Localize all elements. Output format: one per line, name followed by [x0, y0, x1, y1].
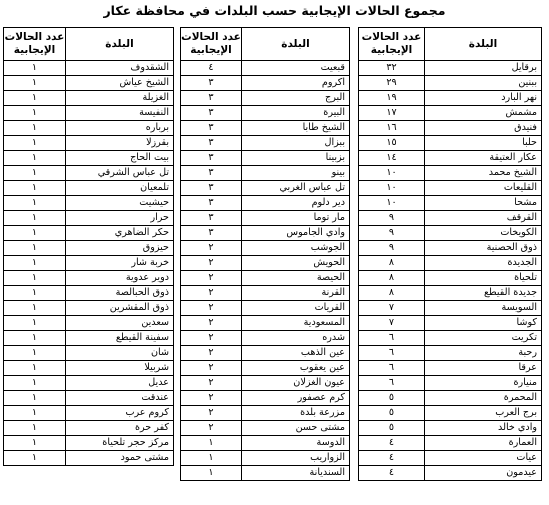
town-name-cell: السويسة — [425, 301, 542, 316]
case-count-cell: ٣ — [181, 91, 242, 106]
table-row — [359, 151, 542, 166]
case-count-cell: ١ — [4, 331, 66, 346]
town-name-cell: العمارة — [425, 436, 542, 451]
town-name-cell: عديل — [66, 376, 174, 391]
town-name-cell: البيرة — [242, 106, 350, 121]
town-name-cell: برج العرب — [425, 406, 542, 421]
case-count-cell: ١ — [4, 196, 66, 211]
case-count-cell: ١ — [4, 256, 66, 271]
case-count-cell: ١ — [4, 121, 66, 136]
cases-table-1 — [358, 27, 542, 481]
town-name-cell: بزبينا — [242, 151, 350, 166]
table-row — [181, 91, 350, 106]
page-title: مجموع الحالات الإيجابية حسب البلدات في محافظة عكار — [103, 3, 446, 18]
town-name-cell: مار توما — [242, 211, 350, 226]
case-count-cell: ١ — [4, 151, 66, 166]
case-count-cell: ٧ — [359, 316, 425, 331]
town-name-cell: مركز حجر تلحياة — [66, 436, 174, 451]
case-count-cell: ١٦ — [359, 121, 425, 136]
town-name-cell: برقايل — [425, 61, 542, 76]
table-row — [4, 211, 174, 226]
case-count-cell: ١ — [4, 106, 66, 121]
table-row — [359, 301, 542, 316]
table-row — [359, 211, 542, 226]
case-count-cell: ٣ — [181, 226, 242, 241]
case-count-cell: ١ — [4, 436, 66, 451]
case-count-cell: ٣ — [181, 76, 242, 91]
case-count-cell: ٢ — [181, 391, 242, 406]
town-name-cell: خربة شار — [66, 256, 174, 271]
case-count-cell: ٤ — [359, 466, 425, 481]
table-row — [359, 271, 542, 286]
cases-table-2 — [180, 27, 350, 481]
table-row — [359, 181, 542, 196]
table-row — [181, 436, 350, 451]
table-row — [4, 361, 174, 376]
table-row — [181, 316, 350, 331]
table-row — [4, 391, 174, 406]
table-row — [181, 136, 350, 151]
town-name-cell: مشحا — [425, 196, 542, 211]
town-name-cell: سعدين — [66, 316, 174, 331]
town-name-cell: عيون الغزلان — [242, 376, 350, 391]
case-count-cell: ١ — [4, 406, 66, 421]
town-header: البلدة — [242, 28, 350, 61]
town-name-cell: تل عباس الشرقي — [66, 166, 174, 181]
case-count-cell: ١ — [4, 211, 66, 226]
case-count-cell: ٢ — [181, 421, 242, 436]
town-name-cell: حكر الضاهري — [66, 226, 174, 241]
table-row — [181, 166, 350, 181]
table-row — [181, 286, 350, 301]
case-count-cell: ١٩ — [359, 91, 425, 106]
town-name-cell: الغزيلة — [66, 91, 174, 106]
town-name-cell: الشيخ طابا — [242, 121, 350, 136]
town-name-cell: الزواريب — [242, 451, 350, 466]
case-count-cell: ٣ — [181, 136, 242, 151]
case-count-cell: ١٧ — [359, 106, 425, 121]
table-row — [181, 76, 350, 91]
table-row — [359, 91, 542, 106]
town-name-cell: ذوق المقشرين — [66, 301, 174, 316]
town-name-cell: وادي خالد — [425, 421, 542, 436]
case-count-cell: ٢ — [181, 361, 242, 376]
case-count-cell: ٦ — [359, 331, 425, 346]
table-row — [359, 166, 542, 181]
case-count-cell: ٣ — [181, 106, 242, 121]
case-count-cell: ٨ — [359, 286, 425, 301]
town-name-cell: الحويش — [242, 256, 350, 271]
table-row — [4, 406, 174, 421]
case-count-cell: ٦ — [359, 361, 425, 376]
table-row — [359, 76, 542, 91]
table-row — [359, 106, 542, 121]
table-row — [4, 61, 174, 76]
case-count-cell: ٥ — [359, 421, 425, 436]
table-row — [4, 451, 174, 466]
town-name-cell: بينو — [242, 166, 350, 181]
cases-table-3 — [3, 27, 174, 466]
table-row — [181, 391, 350, 406]
table-row — [181, 301, 350, 316]
town-name-cell: عكار العتيقة — [425, 151, 542, 166]
table-row — [359, 136, 542, 151]
case-count-cell: ١ — [4, 241, 66, 256]
case-count-cell: ١ — [4, 361, 66, 376]
table-row — [359, 346, 542, 361]
table-row — [4, 316, 174, 331]
table-row — [4, 151, 174, 166]
town-name-cell: الدوسة — [242, 436, 350, 451]
town-name-cell: القرنة — [242, 286, 350, 301]
table-row — [359, 61, 542, 76]
case-count-cell: ٢٩ — [359, 76, 425, 91]
table-row — [4, 436, 174, 451]
town-name-cell: دير دلوم — [242, 196, 350, 211]
town-name-cell: السنديانة — [242, 466, 350, 481]
town-name-cell: حلبا — [425, 136, 542, 151]
case-count-cell: ١ — [4, 391, 66, 406]
case-count-cell: ٣٢ — [359, 61, 425, 76]
table-row — [181, 121, 350, 136]
town-name-cell: حرار — [66, 211, 174, 226]
case-count-cell: ١ — [181, 451, 242, 466]
table-row — [359, 196, 542, 211]
town-name-cell: البرج — [242, 91, 350, 106]
case-count-cell: ١ — [4, 76, 66, 91]
case-count-cell: ١ — [181, 436, 242, 451]
town-name-cell: مزرعة بلدة — [242, 406, 350, 421]
count-header: عدد الحالات الإيجابية — [359, 28, 425, 61]
case-count-cell: ٤ — [359, 436, 425, 451]
town-name-cell: ببنين — [425, 76, 542, 91]
case-count-cell: ٣ — [181, 181, 242, 196]
table-row — [181, 256, 350, 271]
town-name-cell: رحبة — [425, 346, 542, 361]
town-name-cell: سفينة القيطع — [66, 331, 174, 346]
case-count-cell: ٢ — [181, 316, 242, 331]
table-row — [359, 406, 542, 421]
case-count-cell: ٩ — [359, 241, 425, 256]
table-row — [4, 121, 174, 136]
case-count-cell: ٦ — [359, 376, 425, 391]
town-name-cell: المحمرة — [425, 391, 542, 406]
town-name-cell: كروم عرب — [66, 406, 174, 421]
table-row — [4, 241, 174, 256]
town-name-cell: الكويخات — [425, 226, 542, 241]
case-count-cell: ٢ — [181, 376, 242, 391]
town-name-cell: كوشا — [425, 316, 542, 331]
table-row — [4, 76, 174, 91]
table-row — [4, 421, 174, 436]
table-row — [181, 451, 350, 466]
table-row — [359, 466, 542, 481]
case-count-cell: ٥ — [359, 406, 425, 421]
table-row — [4, 256, 174, 271]
table-row — [181, 241, 350, 256]
table-row — [359, 391, 542, 406]
table-row — [4, 301, 174, 316]
town-name-cell: ببزال — [242, 136, 350, 151]
town-name-cell: مشتى حسن — [242, 421, 350, 436]
town-name-cell: ذوق الحبالصة — [66, 286, 174, 301]
town-name-cell: النفيسة — [66, 106, 174, 121]
case-count-cell: ٣ — [181, 166, 242, 181]
town-name-cell: مشمش — [425, 106, 542, 121]
case-count-cell: ٥ — [359, 391, 425, 406]
town-name-cell: حيزوق — [66, 241, 174, 256]
table-row — [181, 181, 350, 196]
town-name-cell: شربيلا — [66, 361, 174, 376]
town-name-cell: اكروم — [242, 76, 350, 91]
town-name-cell: القريات — [242, 301, 350, 316]
table-row — [181, 211, 350, 226]
case-count-cell: ٧ — [359, 301, 425, 316]
table-row — [359, 361, 542, 376]
case-count-cell: ١٥ — [359, 136, 425, 151]
case-count-cell: ٣ — [181, 211, 242, 226]
town-name-cell: القليعات — [425, 181, 542, 196]
case-count-cell: ١ — [4, 286, 66, 301]
town-name-cell: عين الذهب — [242, 346, 350, 361]
town-name-cell: جديدة القيطع — [425, 286, 542, 301]
table-row — [359, 376, 542, 391]
case-count-cell: ١٠ — [359, 181, 425, 196]
town-header: البلدة — [66, 28, 174, 61]
town-name-cell: عرقا — [425, 361, 542, 376]
case-count-cell: ١ — [4, 226, 66, 241]
case-count-cell: ١ — [4, 301, 66, 316]
case-count-cell: ٨ — [359, 256, 425, 271]
count-header: عدد الحالات الإيجابية — [181, 28, 242, 61]
case-count-cell: ٢ — [181, 301, 242, 316]
town-name-cell: الجديدة — [425, 256, 542, 271]
town-name-cell: دوير عدوية — [66, 271, 174, 286]
table-row — [181, 361, 350, 376]
town-name-cell: الشيخ محمد — [425, 166, 542, 181]
table-row — [181, 271, 350, 286]
town-name-cell: ذوق الحصنية — [425, 241, 542, 256]
table-row — [4, 346, 174, 361]
case-count-cell: ١ — [4, 61, 66, 76]
table-row — [181, 376, 350, 391]
case-count-cell: ٢ — [181, 406, 242, 421]
case-count-cell: ٢ — [181, 256, 242, 271]
table-row — [181, 331, 350, 346]
case-count-cell: ٣ — [181, 196, 242, 211]
case-count-cell: ١ — [4, 166, 66, 181]
table-row — [4, 226, 174, 241]
town-name-cell: الجوشب — [242, 241, 350, 256]
town-name-cell: بقرزلا — [66, 136, 174, 151]
case-count-cell: ١ — [4, 451, 66, 466]
case-count-cell: ٢ — [181, 271, 242, 286]
case-count-cell: ١ — [4, 181, 66, 196]
town-name-cell: الشقدوف — [66, 61, 174, 76]
town-name-cell: تلحياة — [425, 271, 542, 286]
table-row — [4, 181, 174, 196]
case-count-cell: ٩ — [359, 226, 425, 241]
town-name-cell: الشيخ عياش — [66, 76, 174, 91]
table-row — [4, 106, 174, 121]
town-name-cell: تكريت — [425, 331, 542, 346]
table-row — [181, 226, 350, 241]
case-count-cell: ١ — [4, 91, 66, 106]
table-row — [181, 421, 350, 436]
case-count-cell: ١ — [4, 136, 66, 151]
table-row — [181, 196, 350, 211]
table-row — [359, 226, 542, 241]
table-row — [359, 121, 542, 136]
town-name-cell: مشتى حمود — [66, 451, 174, 466]
table-row — [4, 376, 174, 391]
table-row — [181, 106, 350, 121]
case-count-cell: ٢ — [181, 331, 242, 346]
case-count-cell: ٤ — [359, 451, 425, 466]
case-count-cell: ١٤ — [359, 151, 425, 166]
case-count-cell: ٩ — [359, 211, 425, 226]
town-name-cell: عندقت — [66, 391, 174, 406]
town-name-cell: نهر البارد — [425, 91, 542, 106]
table-row — [4, 331, 174, 346]
case-count-cell: ٢ — [181, 241, 242, 256]
town-name-cell: وادي الجاموس — [242, 226, 350, 241]
table-row — [359, 316, 542, 331]
case-count-cell: ١ — [4, 271, 66, 286]
case-count-cell: ١ — [4, 316, 66, 331]
town-name-cell: عين يعقوب — [242, 361, 350, 376]
table-row — [4, 196, 174, 211]
table-row — [4, 166, 174, 181]
town-name-cell: عيات — [425, 451, 542, 466]
table-row — [359, 421, 542, 436]
case-count-cell: ١ — [4, 346, 66, 361]
town-name-cell: كرم عصفور — [242, 391, 350, 406]
town-name-cell: تل عباس الغربي — [242, 181, 350, 196]
table-row — [4, 91, 174, 106]
town-name-cell: برباره — [66, 121, 174, 136]
table-row — [181, 466, 350, 481]
table-row — [4, 271, 174, 286]
case-count-cell: ٢ — [181, 346, 242, 361]
town-name-cell: القرقف — [425, 211, 542, 226]
table-row — [359, 331, 542, 346]
table-row — [181, 151, 350, 166]
case-count-cell: ٣ — [181, 151, 242, 166]
count-header: عدد الحالات الإيجابية — [4, 28, 66, 61]
case-count-cell: ١ — [4, 421, 66, 436]
case-count-cell: ١ — [181, 466, 242, 481]
table-row — [359, 436, 542, 451]
case-count-cell: ١ — [4, 376, 66, 391]
table-row — [359, 451, 542, 466]
case-count-cell: ٨ — [359, 271, 425, 286]
table-row — [181, 61, 350, 76]
case-count-cell: ٢ — [181, 286, 242, 301]
case-count-cell: ١٠ — [359, 166, 425, 181]
town-name-cell: المسعودية — [242, 316, 350, 331]
town-name-cell: الحيصة — [242, 271, 350, 286]
town-name-cell: منيارة — [425, 376, 542, 391]
town-name-cell: تلمعيان — [66, 181, 174, 196]
town-name-cell: شان — [66, 346, 174, 361]
table-row — [4, 286, 174, 301]
case-count-cell: ١٠ — [359, 196, 425, 211]
town-name-cell: فنيدق — [425, 121, 542, 136]
town-name-cell: شدره — [242, 331, 350, 346]
town-header: البلدة — [425, 28, 542, 61]
table-row — [4, 136, 174, 151]
table-row — [181, 406, 350, 421]
town-name-cell: كفر حرة — [66, 421, 174, 436]
table-row — [359, 256, 542, 271]
table-row — [181, 346, 350, 361]
case-count-cell: ٦ — [359, 346, 425, 361]
town-name-cell: عيدمون — [425, 466, 542, 481]
case-count-cell: ٣ — [181, 121, 242, 136]
town-name-cell: بيت الحاج — [66, 151, 174, 166]
table-row — [359, 286, 542, 301]
case-count-cell: ٤ — [181, 61, 242, 76]
table-row — [359, 241, 542, 256]
town-name-cell: حيشيت — [66, 196, 174, 211]
town-name-cell: قبعيت — [242, 61, 350, 76]
